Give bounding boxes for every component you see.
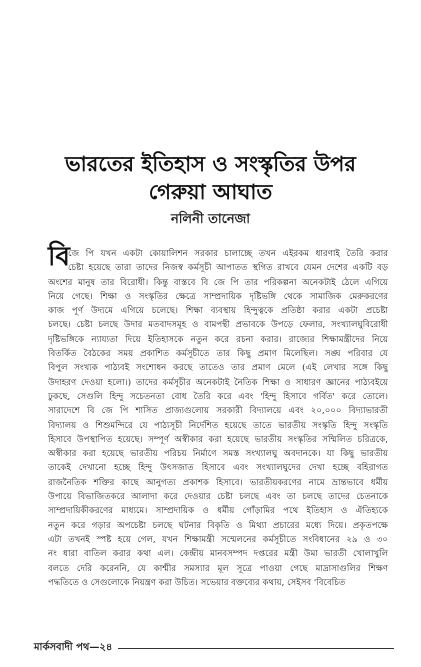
body-line: ঢুকছে, সেগুলি হিন্দু সচেতনতা বোধ তৈরি করে এবং 'হিন্দু হিসাবে গর্বিত' করে তোলে। <box>48 391 388 402</box>
body-line: উপায়ে বিভাজিতকরে আলাদা করে দেওয়ার চেষ্টা চলছে এবং তা চলছে তাদের চেতনাকে <box>48 492 388 503</box>
footer-label: মার্কসবাদী পথ—২৪ <box>34 642 113 653</box>
body-line: সাম্প্রদায়িকীকরণের মাধ্যমে। সাম্প্রদায়িক ও ধর্মীয় গোঁড়ামির পথে ইতিহাস ও ঐতিহ্যকে <box>48 506 388 517</box>
body-line: অংশের মানুষ তার বিরোধী। কিন্তু বাস্তবে বি জে পি তার পরিকল্পনা অনেকটাই ঠেলে এগিয়ে <box>48 277 388 288</box>
page-footer <box>34 640 394 657</box>
body-line: উদাহরণ দেওয়া হলো।) তাদের কর্মসূচীর অনেকটাই নৈতিক শিক্ষা ও সাধারণ জ্ঞানের পাঠ্যবইয়ে <box>48 377 388 388</box>
drop-cap: বি <box>48 242 70 272</box>
body-line: নিয়ে গেছে। শিক্ষা ও সংস্কৃতির ক্ষেত্রে সাম্প্রদায়িক দৃষ্টিভঙ্গি থেকে সামাজিক মেরুকরণের <box>48 291 388 302</box>
article-title-line-2: গেরুয়া আঘাত <box>148 179 273 204</box>
footer-rule <box>118 648 394 649</box>
body-line: অস্বীকার করা হয়েছে ভারতীয় পরিচয় নির্মাণে সমস্ত সংখ্যালঘু অবদানকে। যা কিছু ভারতীয় <box>48 449 388 460</box>
body-line: এটা তখনই স্পষ্ট হয়ে গেল, যখন শিক্ষামন্ত্রী সম্মেলনের কর্মসূচীতে সংবিধানের ২৯ ও ৩০ <box>48 534 388 545</box>
article-body <box>48 247 388 590</box>
body-line: হিসাবে উপস্থাপিত হয়েছে। সম্পূর্ণ অস্বীকার করা হয়েছে ভারতীয় সংস্কৃতির সম্মিলিত চরিত্রকে, <box>48 434 388 445</box>
body-line: তাকেই দেখানো হচ্ছে হিন্দু উৎসজাত হিসাবে এবং সংখ্যালঘুদের দেখা হচ্ছে বহিরাগত <box>48 463 388 474</box>
body-line: সারাদেশে বি জে পি শাসিত প্রাজ্যগুলোয় সরকারী বিদ্যালয়ে এবং ২০,০০০ বিদ্যাভারতী <box>48 406 388 417</box>
body-line: চেষ্টা হয়েছে তারা তাদের নিজস্ব কর্মসূচী আপাতত স্থগিত রাখবে যেমন দেশের একটি বড় <box>68 263 388 274</box>
body-line: বিপুল সংখ্যক পাঠ্যবই সংশোধন করছে তাতেও তার প্রমাণ মেলে (এই লেখার সঙ্গে কিছু <box>48 363 388 374</box>
body-line: বিতর্কিত বৈঠকের সময় প্রকাশিত কর্মসূচীতে তার কিছু প্রমাণ মিলেছিল। সঙ্ঘ পরিবার যে <box>48 349 388 360</box>
body-line: কাজ পূর্ণ উদ্যমে এগিয়ে চলেছে। শিক্ষা ব্যবস্থায় হিন্দুত্বকে প্রতিষ্ঠা করার একটা প্রচেষ্টা <box>48 306 388 317</box>
body-line: পদ্ধতিতে ও সেগুলোকে নিয়ন্ত্রণ করা উচিত। সভেয়ার বক্তব্যের কথায়, সেইসব 'বিবেচিত <box>48 577 346 588</box>
body-line: রাজনৈতিক শক্তির কাছে আনুগত্য প্রকাশক হিসাবে। ভারতীয়করণের নামে ভ্রান্তভাবে ধর্মীয় <box>48 477 388 488</box>
body-line: বলতে দেরি করেননি, যে কাশ্মীর সমস্যার মূল সূত্রে পাওয়া গেছে মাদ্রাসাগুলির শিক্ষণ <box>48 563 388 574</box>
body-line: চলছে। চেষ্টা চলছে উদার মতবাদসমূহ ও বামপন্থী প্রভাবকে উপড়ে ফেলার, সংখ্যালঘুবিরোধী <box>48 320 388 331</box>
article-title-line-1: ভারতের ইতিহাস ও সংস্কৃতির উপর <box>65 151 356 176</box>
body-line: নতুন করে গড়ার অপচেষ্টা চলছে ঘটনার বিকৃতি ও মিথ্যা প্রচারের মধ্যে দিয়ে। প্রকৃতপক্ষে <box>48 520 388 531</box>
body-line: বিদ্যালয় ও শিশুমন্দিরে যে পাঠ্যসূচী নির্দেশিত হয়েছে তাতে ভারতীয় সংস্কৃতি হিন্দু সংস্কৃতি <box>48 420 388 431</box>
body-line: নং ধারা বাতিল করার কথা এল। কেন্দ্রীয় মানবসম্পদ দপ্তরের মন্ত্রী উমা ভারতী খোলাখুলি <box>48 549 388 560</box>
body-line: জে পি যখন একটা কোয়ালিশন সরকার চালাচ্ছে তখন এইরকম ধারণাই তৈরি করার <box>68 249 388 259</box>
body-line: দৃষ্টিভঙ্গিকে ন্যায্যতা দিয়ে ইতিহাসকে নতুন করে রচনা করার। রাজ্যের শিক্ষামন্ত্রীদের নিয়ে <box>48 334 388 345</box>
author-name: নলিনী তানেজা <box>170 212 251 227</box>
